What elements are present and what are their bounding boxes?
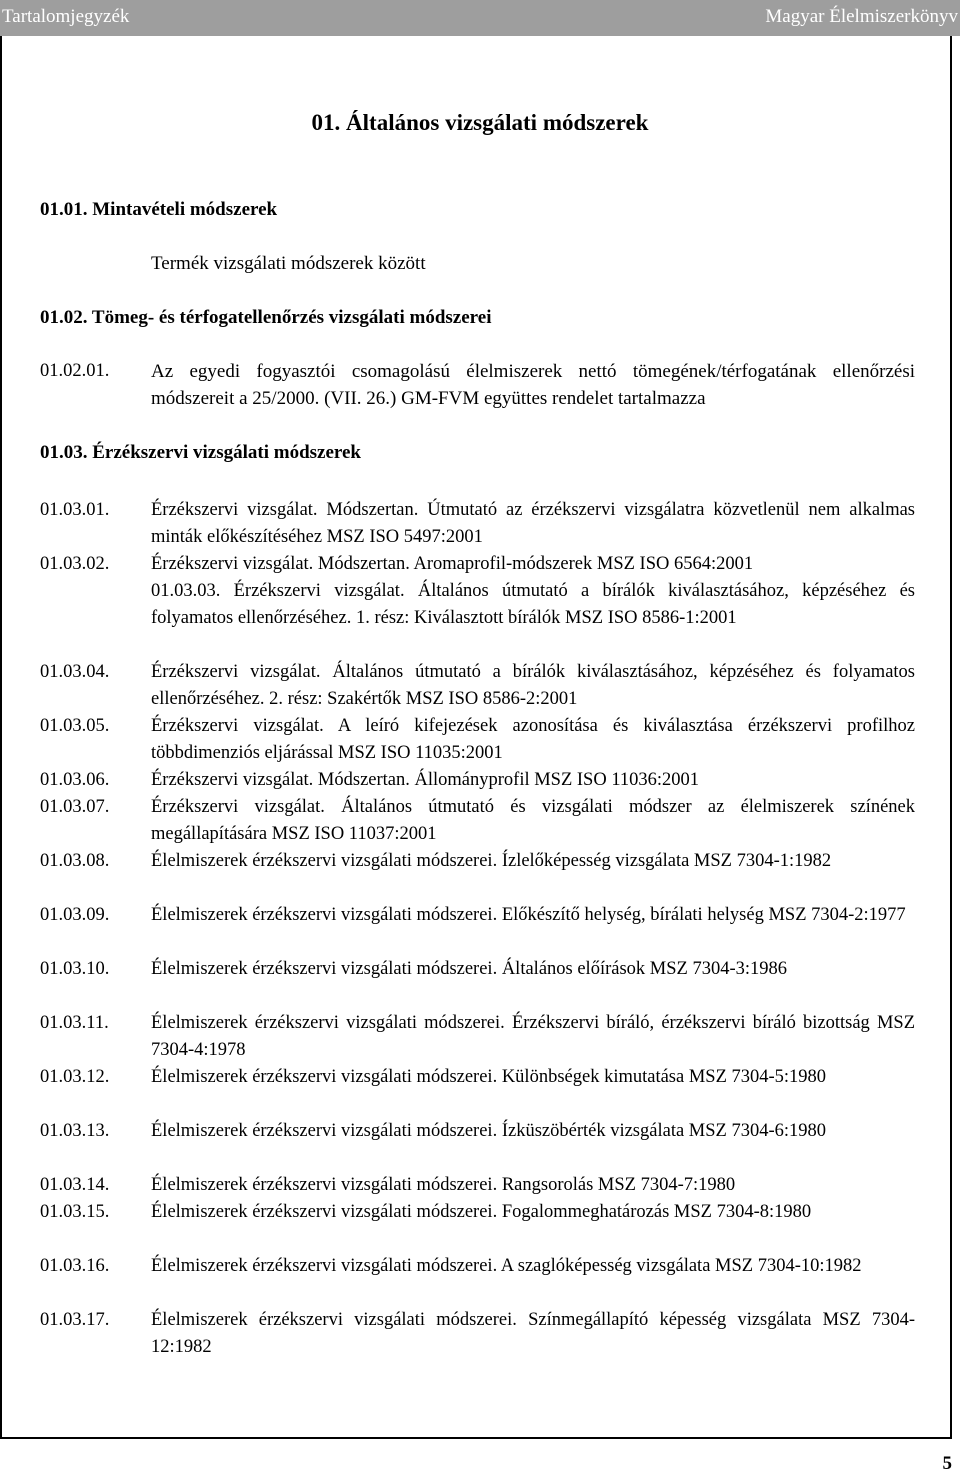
entry-text: Élelmiszerek érzékszervi vizsgálati módszerei. Színmegállapító képesség vizsgálata MSZ 7304-12:1982 [151, 1310, 915, 1357]
list-item [40, 956, 915, 983]
header-left-text: Tartalomjegyzék [2, 6, 130, 27]
list-item [40, 1253, 915, 1280]
list-item [40, 578, 915, 632]
list-item [40, 794, 915, 848]
list-item [40, 1307, 915, 1361]
entry-number: 01.02.01. [40, 361, 110, 381]
entry-text: Érzékszervi vizsgálat. Módszertan. Aromaprofil-módszerek MSZ ISO 6564:2001 [151, 554, 754, 574]
entry-number: 01.03.07. [40, 797, 110, 817]
entry-number: 01.03.12. [40, 1067, 110, 1087]
entry-text: 01.03.03. Érzékszervi vizsgálat. Általános útmutató a bírálók kiválasztásához, képzéséhez és folyamatos ellenőrzéséhez. 1. rész: Kiválasztott bírálók MSZ ISO 8586-1:2001 [151, 581, 915, 628]
section-heading-0103: 01.03. Érzékszervi vizsgálati módszerek [40, 442, 361, 463]
list-item [40, 1118, 915, 1145]
entry-number: 01.03.14. [40, 1175, 110, 1195]
list-item [40, 713, 915, 767]
entry-number: 01.03.04. [40, 662, 110, 682]
entry-number: 01.03.16. [40, 1256, 110, 1276]
entry-text: Élelmiszerek érzékszervi vizsgálati módszerei. Fogalommeghatározás MSZ 7304-8:1980 [151, 1202, 812, 1222]
entry-text: Érzékszervi vizsgálat. Módszertan. Útmutató az érzékszervi vizsgálatra közvetlenül nem alkalmas minták előkészítéséhez MSZ ISO 5497:2001 [151, 500, 915, 547]
entry-number: 01.03.06. [40, 770, 110, 790]
entry-number: 01.03.05. [40, 716, 110, 736]
list-item [40, 1010, 915, 1064]
entry-number: 01.03.08. [40, 851, 110, 871]
entry-text: Érzékszervi vizsgálat. Módszertan. Állományprofil MSZ ISO 11036:2001 [151, 770, 700, 790]
entry-number: 01.03.02. [40, 554, 110, 574]
page-title: 01. Általános vizsgálati módszerek [311, 110, 649, 135]
page-number: 5 [942, 1453, 952, 1474]
entry-text: Élelmiszerek érzékszervi vizsgálati módszerei. A szaglóképesség vizsgálata MSZ 7304-10:1982 [151, 1256, 862, 1276]
section-heading-0102: 01.02. Tömeg- és térfogatellenőrzés vizsgálati módszerei [40, 307, 492, 328]
entry-number: 01.03.17. [40, 1310, 110, 1330]
header-right-text: Magyar Élelmiszerkönyv [765, 6, 958, 27]
list-item [40, 497, 915, 551]
list-item [40, 767, 915, 794]
entry-number: 01.03.10. [40, 959, 110, 979]
list-item [40, 902, 915, 929]
entry-number: 01.03.15. [40, 1202, 110, 1222]
list-item [40, 551, 915, 578]
list-item [40, 1172, 915, 1199]
list-item [40, 659, 915, 713]
entry-text: Élelmiszerek érzékszervi vizsgálati módszerei. Általános előírások MSZ 7304-3:1986 [151, 959, 788, 979]
section-heading-0101: 01.01. Mintavételi módszerek [40, 199, 278, 220]
subsection-0102-01 [40, 358, 915, 412]
entry-text: Élelmiszerek érzékszervi vizsgálati módszerei. Különbségek kimutatása MSZ 7304-5:1980 [151, 1067, 827, 1087]
entry-text: Élelmiszerek érzékszervi vizsgálati módszerei. Ízküszöbérték vizsgálata MSZ 7304-6:1980 [151, 1121, 827, 1141]
entry-text: Érzékszervi vizsgálat. Általános útmutató és vizsgálati módszer az élelmiszerek színének megállapítására MSZ ISO 11037:2001 [151, 797, 915, 844]
list-item [40, 1199, 915, 1226]
entry-number: 01.03.13. [40, 1121, 110, 1141]
list-item [40, 848, 915, 875]
entry-text: Élelmiszerek érzékszervi vizsgálati módszerei. Érzékszervi bíráló, érzékszervi bíráló bizottság MSZ 7304-4:1978 [151, 1013, 915, 1060]
entry-text: Élelmiszerek érzékszervi vizsgálati módszerei. Rangsorolás MSZ 7304-7:1980 [151, 1175, 736, 1195]
header-bar [0, 0, 960, 36]
entry-number: 01.03.09. [40, 905, 110, 925]
section-subtext-0101: Termék vizsgálati módszerek között [151, 253, 426, 274]
entry-number: 01.03.11. [40, 1013, 109, 1033]
entry-text: Érzékszervi vizsgálat. A leíró kifejezések azonosítása és kiválasztása érzékszervi profilhoz többdimenziós eljárással MSZ ISO 11035:2001 [151, 716, 915, 763]
entry-text: Élelmiszerek érzékszervi vizsgálati módszerei. Előkészítő helység, bírálati helység MSZ 7304-2:1977 [151, 905, 906, 925]
entry-text: Érzékszervi vizsgálat. Általános útmutató a bírálók kiválasztásához, képzéséhez és folyamatos ellenőrzéséhez. 2. rész: Szakértők MSZ ISO 8586-2:2001 [151, 662, 915, 709]
entry-number: 01.03.01. [40, 500, 110, 520]
entry-text: Élelmiszerek érzékszervi vizsgálati módszerei. Ízlelőképesség vizsgálata MSZ 7304-1:1982 [151, 851, 832, 871]
list-item [40, 1064, 915, 1091]
entry-text: Az egyedi fogyasztói csomagolású élelmiszerek nettó tömegének/térfogatának ellenőrzési módszereit a 25/2000. (VII. 26.) GM-FVM együttes rendelet tartalmazza [151, 361, 915, 409]
